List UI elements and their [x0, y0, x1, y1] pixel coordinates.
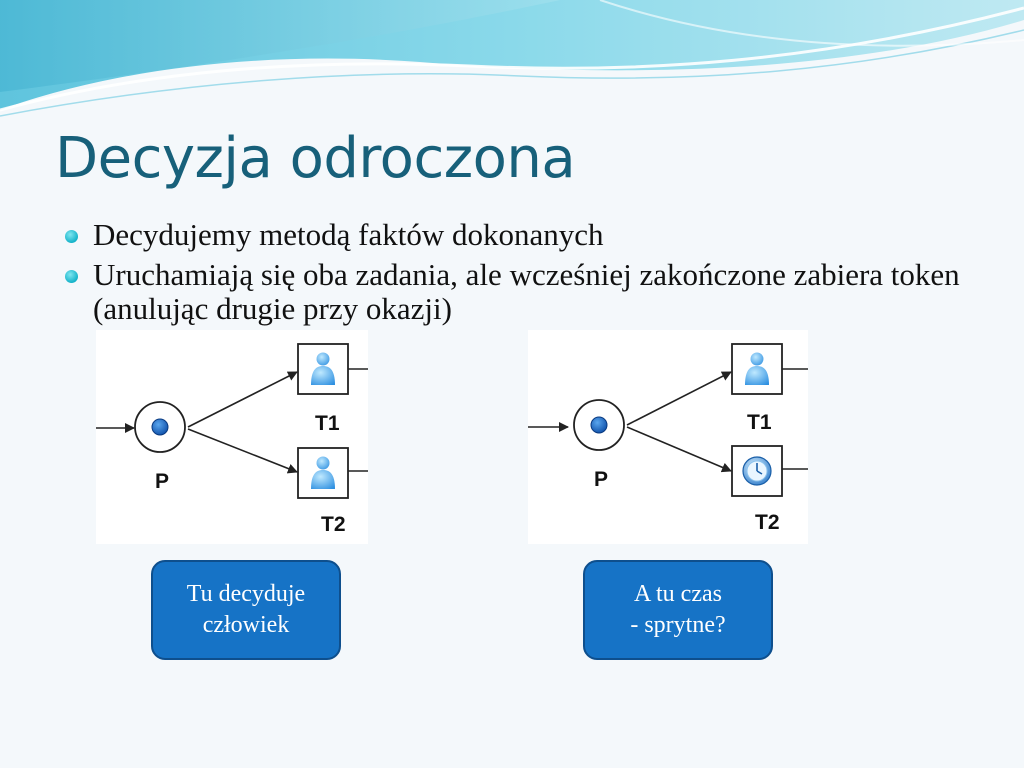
- t2-label: T2: [755, 511, 780, 534]
- bullet-list: [64, 218, 964, 332]
- transition-t2: [732, 446, 782, 496]
- clock-icon: [743, 457, 771, 485]
- t2-label: T2: [321, 513, 346, 536]
- callout-text-line1: A tu czas: [634, 581, 722, 607]
- callout-right: [583, 560, 773, 660]
- bullet-icon: [65, 230, 78, 243]
- arc-p-t1: [627, 372, 731, 425]
- bullet-icon: [65, 270, 78, 283]
- bullet-text: Uruchamiają się oba zadania, ale wcześniej zakończone zabiera token (anulując drugie przy okazji): [93, 257, 960, 326]
- callout-text-line2: - sprytne?: [630, 612, 726, 638]
- arc-p-t2: [627, 427, 731, 471]
- place-label: P: [155, 470, 170, 493]
- callout-text-line1: Tu decyduje: [186, 581, 306, 607]
- token: [152, 419, 168, 435]
- petri-net-diagram-right: [528, 330, 808, 544]
- bullet-item: [64, 258, 964, 326]
- arc-p-t1: [188, 372, 297, 427]
- token: [591, 417, 607, 433]
- transition-t2: [298, 448, 348, 498]
- callout-text-line2: człowiek: [202, 612, 290, 638]
- t1-label: T1: [747, 411, 772, 434]
- transition-t1: [298, 344, 348, 394]
- t1-label: T1: [315, 412, 340, 435]
- place-p: [574, 400, 624, 450]
- place-p: [135, 402, 185, 452]
- callout-left: [151, 560, 341, 660]
- place-label: P: [594, 468, 609, 491]
- arc-p-t2: [188, 429, 297, 472]
- bullet-item: [64, 218, 964, 252]
- slide-title: Decyzja odroczona: [55, 126, 576, 191]
- transition-t1: [732, 344, 782, 394]
- petri-net-diagram-left: [96, 330, 368, 544]
- bullet-text: Decydujemy metodą faktów dokonanych: [93, 217, 604, 252]
